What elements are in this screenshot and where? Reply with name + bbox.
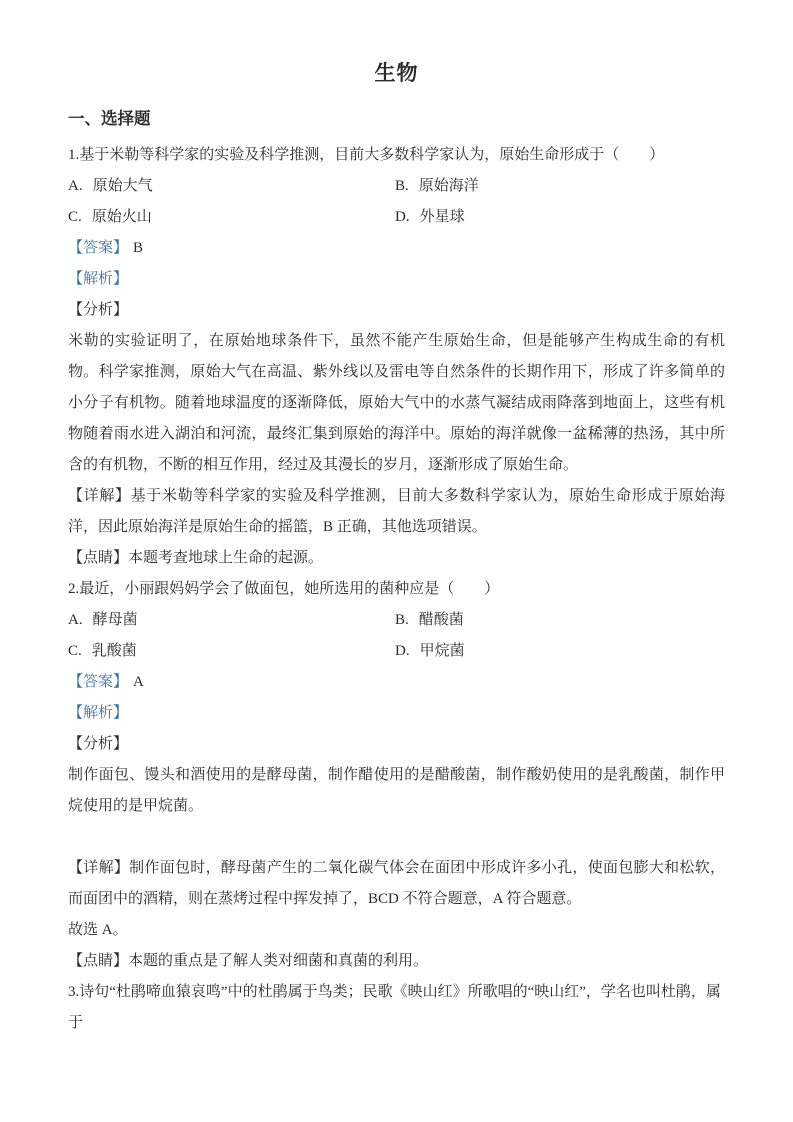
q1-analysis-paragraph: 米勒的实验证明了，在原始地球条件下，虽然不能产生原始生命，但是能够产生构成生命的有机物。科学家推测，原始大气在高温、紫外线以及雷电等自然条件的长期作用下，形成了许多简单的小分子有机物。随着地球温度的逐渐降低，原始大气中的水蒸气凝结成雨降落到地面上，这些有机物随着雨水进入湖泊和河流，最终汇集到原始的海洋中。原始的海洋就像一盆稀薄的热汤，其中所含的有机物，不断的相互作用，经过及其漫长的岁月，逐渐形成了原始生命。 xyxy=(68,333,725,473)
q1-answer-line xyxy=(68,233,725,264)
q2-option-b xyxy=(395,605,725,636)
q2-option-b-label: B. xyxy=(395,612,409,628)
q2-option-b-text: 醋酸菌 xyxy=(418,612,464,628)
q2-option-d-text: 甲烷菌 xyxy=(419,643,465,659)
q1-option-d-label: D. xyxy=(395,209,410,225)
q1-option-d xyxy=(395,202,725,233)
q2-options-row-2 xyxy=(68,636,725,667)
q2-answer-label: 【答案】 xyxy=(68,674,129,690)
q2-fenxi-label: 【分析】 xyxy=(68,736,129,752)
q2-answer-line xyxy=(68,667,725,698)
q1-option-b xyxy=(395,171,725,202)
q1-option-c xyxy=(68,202,395,233)
q2-note-line xyxy=(68,946,725,977)
q2-stem: 2.最近，小丽跟妈妈学会了做面包，她所选用的菌种应是（ ） xyxy=(68,581,500,597)
q1-option-a-label: A. xyxy=(68,178,83,194)
q2-option-c-label: C. xyxy=(68,643,82,659)
q2-note-text: 本题的重点是了解人类对细菌和真菌的利用。 xyxy=(128,953,429,969)
section-heading: 一、选择题 xyxy=(68,109,151,128)
q2-detail-paragraph xyxy=(68,853,725,915)
q3-stem: 3.诗句“杜鹃啼血猿哀鸣”中的杜鹃属于鸟类；民歌《映山红》所歌唱的“映山红”，学名也叫杜鹃，属于 xyxy=(68,984,721,1031)
doc-title: 生物 xyxy=(374,61,419,85)
q2-option-a-label: A. xyxy=(68,612,83,628)
q1-jiexi-line xyxy=(68,264,725,295)
q2-conclusion-line: 故选 A。 xyxy=(68,922,128,938)
q1-option-c-text: 原始火山 xyxy=(91,209,152,225)
q1-option-b-label: B. xyxy=(395,178,409,194)
q1-stem: 1.基于米勒等科学家的实验及科学推测，目前大多数科学家认为，原始生命形成于（ ） xyxy=(68,147,665,163)
q1-answer-label: 【答案】 xyxy=(68,240,129,256)
q1-options-row-1 xyxy=(68,171,725,202)
q2-fenxi-line xyxy=(68,729,725,760)
q1-option-d-text: 外星球 xyxy=(419,209,465,225)
q2-analysis-paragraph: 制作面包、馒头和酒使用的是酵母菌，制作醋使用的是醋酸菌，制作酸奶使用的是乳酸菌，制作甲烷使用的是甲烷菌。 xyxy=(68,767,725,814)
q2-option-c xyxy=(68,636,395,667)
q1-dianjing-label: 【点睛】 xyxy=(68,550,129,566)
q2-option-c-text: 乳酸菌 xyxy=(91,643,137,659)
q2-option-d xyxy=(395,636,725,667)
q1-note-line xyxy=(68,543,725,574)
q2-options-row-1 xyxy=(68,605,725,636)
q1-option-b-text: 原始海洋 xyxy=(418,178,479,194)
q2-detail-text: 制作面包时，酵母菌产生的二氧化碳气体会在面团中形成许多小孔，使面包膨大和松软，而面团中的酒精，则在蒸烤过程中挥发掉了，BCD 不符合题意，A 符合题意。 xyxy=(68,860,725,907)
q1-option-c-label: C. xyxy=(68,209,82,225)
q1-detail-text: 基于米勒等科学家的实验及科学推测，目前大多数科学家认为，原始生命形成于原始海洋，因此原始海洋是原始生命的摇篮，B 正确，其他选项错误。 xyxy=(68,488,725,535)
q1-option-a-text: 原始大气 xyxy=(92,178,153,194)
q2-jiexi-label: 【解析】 xyxy=(68,705,129,721)
q1-answer-value: B xyxy=(133,240,144,256)
q2-option-a-text: 酵母菌 xyxy=(92,612,138,628)
q1-xiangjie-label: 【详解】 xyxy=(68,488,131,504)
q2-option-a xyxy=(68,605,395,636)
q1-detail-paragraph xyxy=(68,481,725,543)
q1-fenxi-label: 【分析】 xyxy=(68,302,129,318)
blank-spacer-line xyxy=(68,822,725,853)
q2-jiexi-line xyxy=(68,698,725,729)
q1-note-text: 本题考查地球上生命的起源。 xyxy=(128,550,324,566)
q2-option-d-label: D. xyxy=(395,643,410,659)
q1-fenxi-line xyxy=(68,295,725,326)
q2-answer-value: A xyxy=(133,674,144,690)
q1-option-a xyxy=(68,171,395,202)
q2-dianjing-label: 【点睛】 xyxy=(68,953,129,969)
q1-jiexi-label: 【解析】 xyxy=(68,271,129,287)
q1-options-row-2 xyxy=(68,202,725,233)
q2-xiangjie-label: 【详解】 xyxy=(68,860,130,876)
